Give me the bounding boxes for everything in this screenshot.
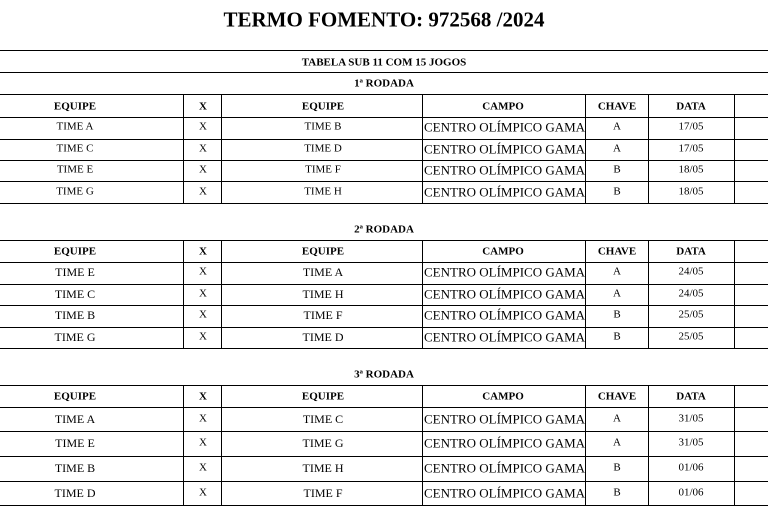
group-key: A — [613, 120, 621, 133]
column-line — [648, 385, 649, 505]
column-header-equipe1: EQUIPE — [53, 245, 97, 258]
venue: CENTRO OLÍMPICO GAMA — [424, 119, 586, 135]
venue: CENTRO OLÍMPICO GAMA — [424, 286, 586, 302]
column-header-data: DATA — [676, 390, 706, 403]
match-date: 01/06 — [678, 486, 704, 499]
match-date: 17/05 — [678, 142, 704, 155]
away-team: TIME B — [304, 120, 342, 133]
away-team: TIME D — [304, 142, 342, 155]
column-line — [183, 240, 184, 348]
group-key: A — [613, 436, 621, 449]
document-title: TERMO FOMENTO: 972568 /2024 — [223, 7, 545, 32]
match-date: 24/05 — [678, 287, 704, 300]
home-team: TIME D — [54, 486, 96, 500]
venue: CENTRO OLÍMPICO GAMA — [424, 411, 586, 427]
divider — [0, 72, 768, 73]
column-line — [734, 240, 735, 348]
column-line — [585, 94, 586, 203]
away-team: TIME C — [302, 412, 344, 426]
venue: CENTRO OLÍMPICO GAMA — [424, 307, 586, 323]
away-team: TIME F — [303, 308, 343, 322]
round-title: 1ª RODADA — [354, 77, 414, 90]
away-team: TIME H — [302, 287, 344, 301]
away-team: TIME G — [302, 436, 344, 450]
home-team: TIME A — [54, 412, 96, 426]
versus-mark: X — [199, 436, 207, 449]
versus-mark: X — [199, 330, 207, 343]
row-line — [0, 505, 768, 506]
column-line — [221, 385, 222, 505]
home-team: TIME C — [54, 287, 96, 301]
row-line — [0, 94, 768, 95]
match-date: 24/05 — [678, 265, 704, 278]
match-date: 25/05 — [678, 330, 704, 343]
versus-mark: X — [199, 412, 207, 425]
home-team: TIME B — [54, 461, 96, 475]
group-key: A — [613, 142, 621, 155]
away-team: TIME D — [302, 330, 344, 344]
row-line — [0, 262, 768, 263]
venue: CENTRO OLÍMPICO GAMA — [424, 184, 586, 200]
row-line — [0, 117, 768, 118]
versus-mark: X — [199, 163, 207, 176]
row-line — [0, 348, 768, 349]
divider — [0, 50, 768, 51]
row-line — [0, 385, 768, 386]
group-key: A — [613, 412, 621, 425]
versus-mark: X — [199, 185, 207, 198]
versus-mark: X — [199, 142, 207, 155]
match-date: 18/05 — [678, 163, 704, 176]
column-line — [422, 240, 423, 348]
column-line — [648, 240, 649, 348]
versus-mark: X — [199, 287, 207, 300]
column-line — [183, 385, 184, 505]
venue: CENTRO OLÍMPICO GAMA — [424, 485, 586, 501]
column-header-campo: CAMPO — [482, 100, 524, 112]
column-header-data: DATA — [676, 245, 706, 258]
venue: CENTRO OLÍMPICO GAMA — [424, 329, 586, 345]
home-team: TIME G — [54, 330, 96, 344]
home-team: TIME E — [55, 265, 95, 279]
row-line — [0, 139, 768, 140]
venue: CENTRO OLÍMPICO GAMA — [424, 460, 586, 476]
group-key: B — [613, 308, 621, 321]
column-header-equipe2: EQUIPE — [301, 390, 345, 403]
column-line — [183, 94, 184, 203]
round-title: 3ª RODADA — [354, 368, 414, 381]
group-key: B — [613, 461, 621, 474]
row-line — [0, 456, 768, 457]
venue: CENTRO OLÍMPICO GAMA — [424, 435, 586, 451]
home-team: TIME B — [54, 308, 96, 322]
group-key: B — [613, 486, 621, 499]
row-line — [0, 240, 768, 241]
column-header-x: X — [199, 245, 207, 258]
column-line — [734, 385, 735, 505]
match-date: 31/05 — [678, 412, 704, 425]
column-header-campo: CAMPO — [482, 245, 524, 258]
column-line — [221, 94, 222, 203]
home-team: TIME A — [56, 120, 94, 133]
column-header-equipe1: EQUIPE — [53, 100, 97, 112]
venue: CENTRO OLÍMPICO GAMA — [424, 264, 586, 280]
venue: CENTRO OLÍMPICO GAMA — [424, 141, 586, 157]
column-line — [422, 94, 423, 203]
column-line — [422, 385, 423, 505]
row-line — [0, 181, 768, 182]
venue: CENTRO OLÍMPICO GAMA — [424, 162, 586, 178]
row-line — [0, 203, 768, 204]
column-line — [585, 240, 586, 348]
group-key: B — [613, 330, 621, 343]
home-team: TIME C — [56, 142, 94, 155]
column-line — [585, 385, 586, 505]
group-key: B — [613, 185, 621, 198]
column-line — [734, 94, 735, 203]
match-date: 18/05 — [678, 185, 704, 198]
row-line — [0, 284, 768, 285]
group-key: A — [613, 287, 621, 300]
table-subtitle: TABELA SUB 11 COM 15 JOGOS — [301, 56, 467, 69]
column-header-equipe2: EQUIPE — [301, 100, 345, 112]
row-line — [0, 481, 768, 482]
group-key: A — [613, 265, 621, 278]
match-date: 31/05 — [678, 436, 704, 449]
match-date: 25/05 — [678, 308, 704, 321]
home-team: TIME G — [56, 185, 94, 198]
versus-mark: X — [199, 461, 207, 474]
round-title: 2ª RODADA — [354, 223, 414, 236]
column-header-campo: CAMPO — [482, 390, 524, 403]
home-team: TIME E — [55, 436, 95, 450]
column-header-data: DATA — [676, 100, 706, 112]
versus-mark: X — [199, 486, 207, 499]
row-line — [0, 160, 768, 161]
row-line — [0, 431, 768, 432]
column-line — [221, 240, 222, 348]
home-team: TIME E — [56, 163, 94, 176]
column-header-equipe1: EQUIPE — [53, 390, 97, 403]
versus-mark: X — [199, 308, 207, 321]
column-header-x: X — [199, 100, 207, 112]
column-header-chave: CHAVE — [597, 100, 637, 112]
group-key: B — [613, 163, 621, 176]
row-line — [0, 305, 768, 306]
away-team: TIME A — [302, 265, 344, 279]
versus-mark: X — [199, 265, 207, 278]
away-team: TIME F — [303, 486, 343, 500]
match-date: 01/06 — [678, 461, 704, 474]
away-team: TIME H — [302, 461, 344, 475]
versus-mark: X — [199, 120, 207, 133]
away-team: TIME H — [304, 185, 342, 198]
away-team: TIME F — [305, 163, 341, 176]
column-header-x: X — [199, 390, 207, 403]
row-line — [0, 327, 768, 328]
row-line — [0, 407, 768, 408]
column-line — [648, 94, 649, 203]
column-header-chave: CHAVE — [597, 245, 637, 258]
column-header-chave: CHAVE — [597, 390, 637, 403]
match-date: 17/05 — [678, 120, 704, 133]
column-header-equipe2: EQUIPE — [301, 245, 345, 258]
